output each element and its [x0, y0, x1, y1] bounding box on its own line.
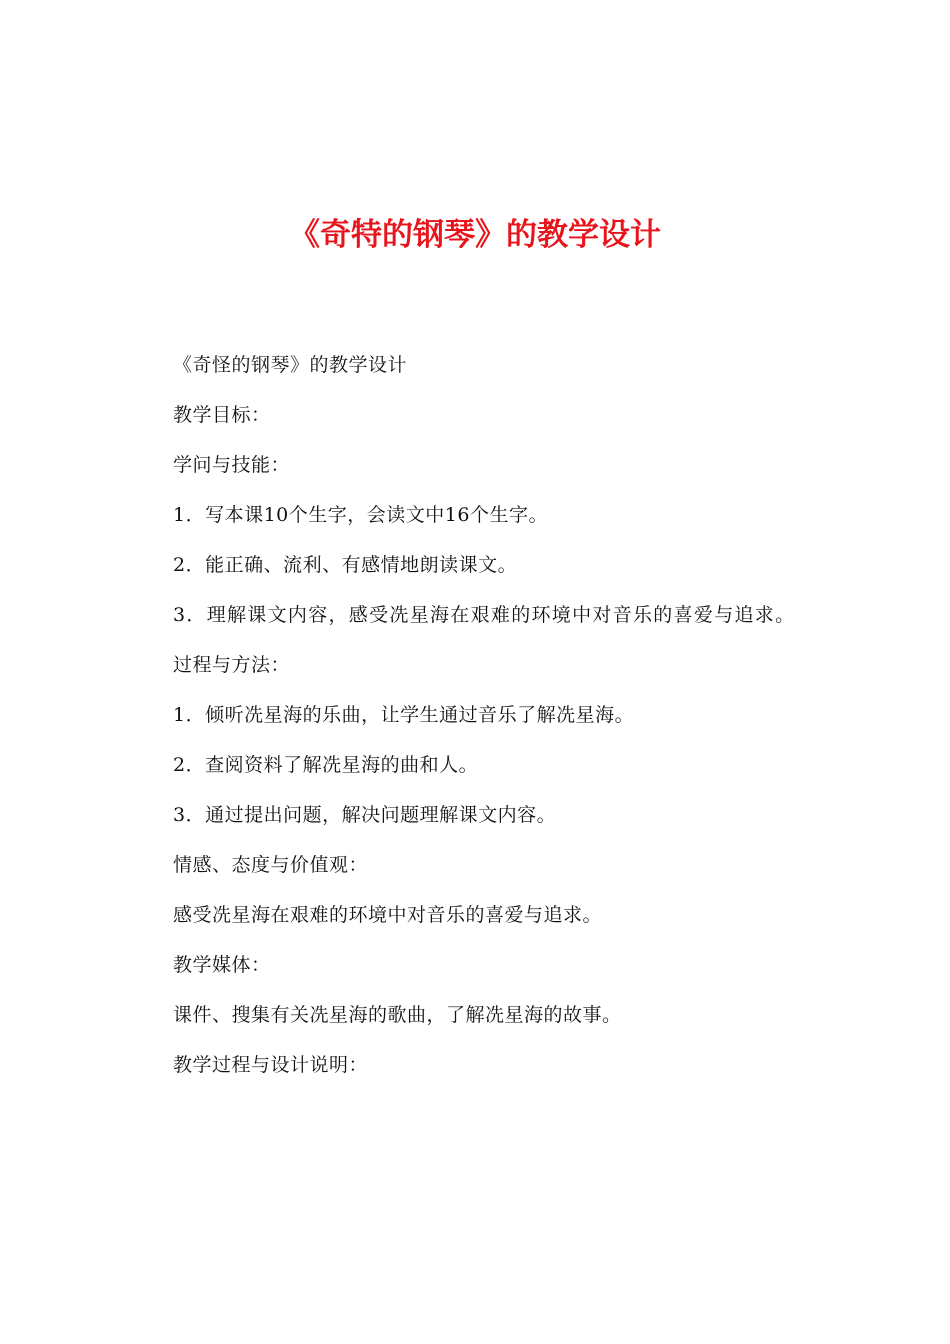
paragraph-knowledge-item-1: 1．写本课10个生字，会读文中16个生字。 — [173, 504, 548, 526]
document-title: 《奇特的钢琴》的教学设计 — [289, 217, 661, 253]
paragraph-heading-media: 教学媒体： — [173, 954, 271, 976]
paragraph-heading-knowledge-skills: 学问与技能： — [173, 454, 291, 476]
paragraph-heading-teaching-process: 教学过程与设计说明： — [173, 1054, 369, 1076]
paragraph-heading-emotion-values: 情感、态度与价值观： — [173, 854, 369, 876]
paragraph-knowledge-item-2: 2．能正确、流利、有感情地朗读课文。 — [173, 554, 518, 576]
paragraph-subtitle: 《奇怪的钢琴》的教学设计 — [173, 354, 408, 376]
paragraph-process-item-3: 3．通过提出问题，解决问题理解课文内容。 — [173, 804, 557, 826]
paragraph-heading-objectives: 教学目标： — [173, 404, 271, 426]
paragraph-knowledge-item-3: 3．理解课文内容，感受冼星海在艰难的环境中对音乐的喜爱与追求。 — [173, 604, 796, 626]
paragraph-media-item: 课件、搜集有关冼星海的歌曲，了解冼星海的故事。 — [173, 1004, 622, 1026]
paragraph-emotion-item: 感受冼星海在艰难的环境中对音乐的喜爱与追求。 — [173, 904, 603, 926]
paragraph-process-item-1: 1．倾听冼星海的乐曲，让学生通过音乐了解冼星海。 — [173, 704, 635, 726]
paragraph-heading-process-methods: 过程与方法： — [173, 654, 291, 676]
document-body — [130, 340, 840, 1090]
paragraph-process-item-2: 2．查阅资料了解冼星海的曲和人。 — [173, 754, 479, 776]
